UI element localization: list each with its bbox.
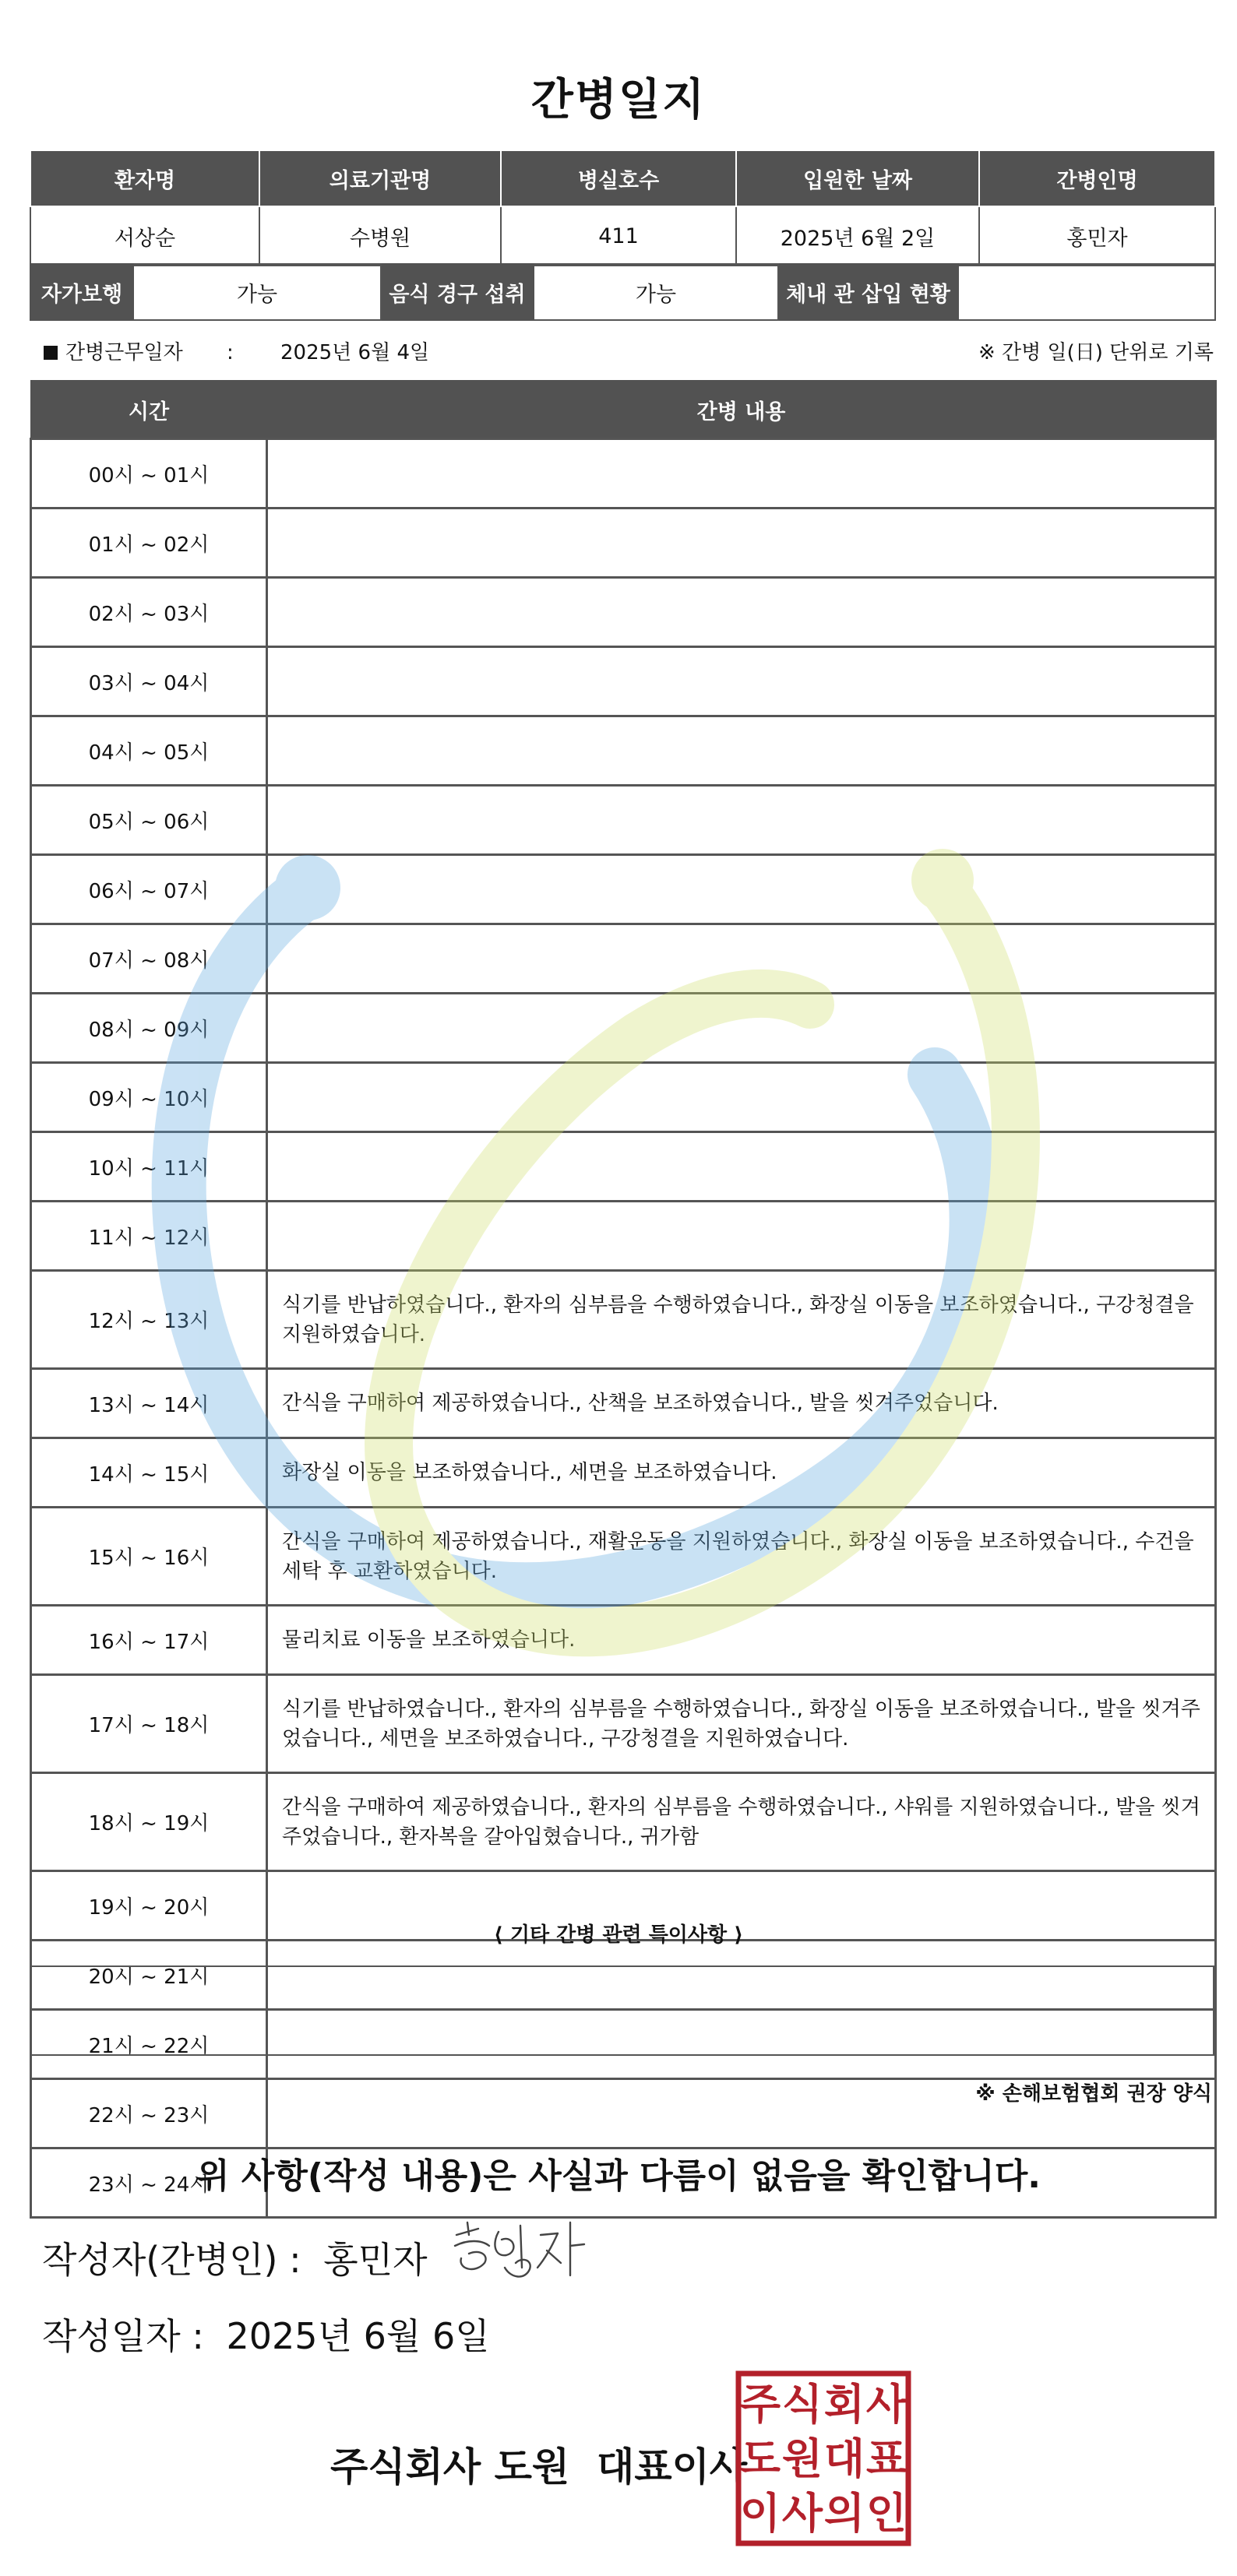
- care-row: [31, 1369, 1216, 1438]
- care-row-time: 18시 ~ 19시: [31, 1773, 267, 1871]
- care-row-time: 04시 ~ 05시: [31, 716, 267, 786]
- care-row-time: 12시 ~ 13시: [31, 1271, 267, 1369]
- care-row: [31, 855, 1216, 924]
- care-row-time: 20시 ~ 21시: [31, 1941, 267, 2010]
- care-row: [31, 647, 1216, 716]
- content-column-header: 간병 내용: [267, 381, 1216, 439]
- seal-character: 대: [823, 2434, 865, 2483]
- header-value-row: [30, 206, 1215, 266]
- care-row-time: 15시 ~ 16시: [31, 1508, 267, 1606]
- care-row-time: 21시 ~ 22시: [31, 2010, 267, 2079]
- caregiver-name-value: 홍민자: [979, 206, 1215, 266]
- seal-character: 원: [781, 2434, 823, 2483]
- admission-date-label: 입원한 날짜: [736, 150, 979, 206]
- tube-status-label: 체내 관 삽입 현황: [778, 264, 958, 320]
- document-title: 간병일지: [530, 75, 707, 125]
- care-row: [31, 509, 1216, 578]
- care-row-time: 02시 ~ 03시: [31, 578, 267, 647]
- care-row-content: [267, 647, 1216, 716]
- care-row-content: 화장실 이동을 보조하였습니다., 세면을 보조하였습니다.: [267, 1438, 1216, 1508]
- care-row: [31, 1271, 1216, 1369]
- header-label-row: [30, 150, 1215, 206]
- care-row: [31, 716, 1216, 786]
- work-date-separator: :: [226, 341, 234, 364]
- care-row: [31, 1132, 1216, 1202]
- patient-name-label: 환자명: [30, 150, 259, 206]
- patient-status-table: [30, 263, 1216, 321]
- confirmation-statement: 위 사항(작성 내용)은 사실과 다름이 없음을 확인합니다.: [196, 2156, 1041, 2196]
- care-table-header: [31, 381, 1216, 439]
- notes-title: ⟨ 기타 간병 관련 특이사항 ⟩: [493, 1923, 744, 1947]
- care-row-time: 07시 ~ 08시: [31, 924, 267, 994]
- care-row: [31, 1675, 1216, 1773]
- care-row-time: 08시 ~ 09시: [31, 994, 267, 1063]
- care-row-content: 간식을 구매하여 제공하였습니다., 환자의 심부름을 수행하였습니다., 샤워를 지원하였습니다., 발을 씻겨주었습니다., 환자복을 갈아입혔습니다., 귀가함: [267, 1773, 1216, 1871]
- care-row-content: [267, 716, 1216, 786]
- care-row-content: 간식을 구매하여 제공하였습니다., 재활운동을 지원하였습니다., 화장실 이동을 보조하였습니다., 수건을 세탁 후 교환하였습니다.: [267, 1508, 1216, 1606]
- care-row-time: 01시 ~ 02시: [31, 509, 267, 578]
- seal-character: 사: [781, 2489, 823, 2538]
- tube-status-value: [958, 264, 1215, 320]
- care-row-time: 00시 ~ 01시: [31, 439, 267, 509]
- oral-intake-value: 가능: [534, 264, 778, 320]
- care-row-content: [267, 578, 1216, 647]
- room-number-label: 병실호수: [501, 150, 736, 206]
- care-row-time: 19시 ~ 20시: [31, 1871, 267, 1941]
- care-row: [31, 994, 1216, 1063]
- patient-name-value: 서상순: [30, 206, 259, 266]
- care-row-content: [267, 994, 1216, 1063]
- seal-character: 인: [865, 2489, 907, 2538]
- care-row-content: [267, 786, 1216, 855]
- care-row-time: 11시 ~ 12시: [31, 1202, 267, 1271]
- care-row-time: 22시 ~ 23시: [31, 2079, 267, 2148]
- care-row-time: 23시 ~ 24시: [31, 2148, 267, 2218]
- care-row-content: 물리치료 이동을 보조하였습니다.: [267, 1606, 1216, 1675]
- work-date-label: 간병근무일자: [65, 341, 183, 364]
- care-row-content: [267, 924, 1216, 994]
- care-row: [31, 578, 1216, 647]
- care-row-time: 14시 ~ 15시: [31, 1438, 267, 1508]
- care-row-time: 16시 ~ 17시: [31, 1606, 267, 1675]
- self-walk-label: 자가보행: [30, 264, 133, 320]
- care-row-content: [267, 1202, 1216, 1271]
- care-row-time: 05시 ~ 06시: [31, 786, 267, 855]
- author-line: [42, 2232, 428, 2283]
- care-row: [31, 1202, 1216, 1271]
- oral-intake-label: 음식 경구 섭취: [381, 264, 534, 320]
- care-row-content: [267, 855, 1216, 924]
- care-row-time: 06시 ~ 07시: [31, 855, 267, 924]
- care-row: [31, 439, 1216, 509]
- care-row: [31, 924, 1216, 994]
- room-number-value: 411: [501, 206, 736, 266]
- self-walk-value: 가능: [133, 264, 381, 320]
- caregiver-name-label: 간병인명: [979, 150, 1215, 206]
- work-date-value: 2025년 6월 4일: [280, 341, 430, 364]
- association-note: ※ 손해보험협회 권장 양식: [975, 2082, 1212, 2106]
- care-row-time: 03시 ~ 04시: [31, 647, 267, 716]
- patient-info-table: [30, 150, 1216, 266]
- care-row-content: [267, 439, 1216, 509]
- care-row-content: 식기를 반납하였습니다., 환자의 심부름을 수행하였습니다., 화장실 이동을 보조하였습니다., 발을 씻겨주었습니다., 세면을 보조하였습니다., 구강청결을 지원하였습니다.: [267, 1675, 1216, 1773]
- handwritten-signature: [444, 2212, 600, 2289]
- care-row-time: 17시 ~ 18시: [31, 1675, 267, 1773]
- author-name: 홍민자: [323, 2239, 428, 2281]
- seal-character: 이: [739, 2489, 781, 2538]
- care-row: [31, 1773, 1216, 1871]
- care-row-time: 09시 ~ 10시: [31, 1063, 267, 1132]
- care-row-content: 식기를 반납하였습니다., 환자의 심부름을 수행하였습니다., 화장실 이동을 보조하였습니다., 구강청결을 지원하였습니다.: [267, 1271, 1216, 1369]
- care-row: [31, 786, 1216, 855]
- time-column-header: 시간: [31, 381, 267, 439]
- hospital-name-label: 의료기관명: [259, 150, 501, 206]
- seal-character: 회: [823, 2380, 865, 2429]
- notes-box: [30, 1965, 1214, 2056]
- care-row-time: 13시 ~ 14시: [31, 1369, 267, 1438]
- seal-character: 사: [865, 2380, 907, 2429]
- care-row-content: [267, 1063, 1216, 1132]
- seal-character: 식: [781, 2380, 823, 2429]
- care-row-time: 10시 ~ 11시: [31, 1132, 267, 1202]
- care-row: [31, 1508, 1216, 1606]
- care-row: [31, 1063, 1216, 1132]
- seal-character: 주: [739, 2380, 781, 2429]
- hospital-name-value: 수병원: [259, 206, 501, 266]
- company-seal-stamp: [735, 2370, 911, 2546]
- care-row-content: [267, 1132, 1216, 1202]
- admission-date-value: 2025년 6월 2일: [736, 206, 979, 266]
- seal-character: 표: [865, 2434, 907, 2483]
- care-row: [31, 1438, 1216, 1508]
- work-date-line: [44, 336, 429, 365]
- care-row-content: [267, 509, 1216, 578]
- seal-character: 의: [823, 2489, 865, 2538]
- square-bullet-icon: [44, 346, 58, 360]
- care-row-content: 간식을 구매하여 제공하였습니다., 산책을 보조하였습니다., 발을 씻겨주었습니다.: [267, 1369, 1216, 1438]
- written-date-line: [42, 2308, 490, 2360]
- daily-record-note: ※ 간병 일(日) 단위로 기록: [978, 341, 1214, 364]
- company-representative: 주식회사 도원 대표이사: [330, 2444, 748, 2490]
- care-row: [31, 1606, 1216, 1675]
- seal-character: 도: [739, 2434, 781, 2483]
- written-date-value: 2025년 6월 6일: [226, 2315, 490, 2357]
- written-date-label: 작성일자 :: [42, 2315, 204, 2357]
- author-label: 작성자(간병인) :: [42, 2239, 301, 2281]
